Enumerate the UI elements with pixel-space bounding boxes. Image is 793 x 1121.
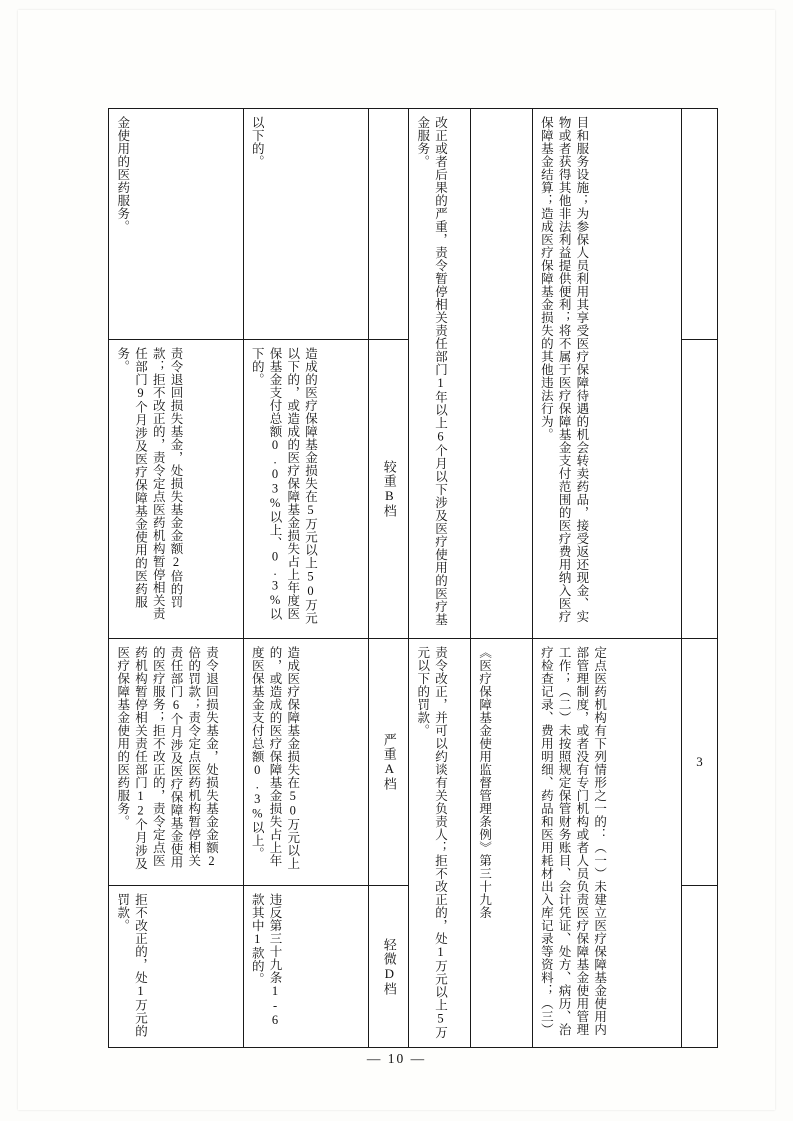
discretion-level-2: 较重B档 [381,459,397,518]
table-cell-penalty-3 [109,638,243,885]
column-corrective-order [408,109,470,1047]
penalty-text-2: 责令退回损失基金，处损失基金金额2倍的罚款；拒不改正的，责令定点医药机构暂停相关责任部门9个月涉及医疗保障基金使用的医药服务。 [115,346,183,620]
table-cell-condition-1 [244,109,369,339]
corrective-order-row1: 改正或者后果的严重，责令暂停相关责任部门1年以上6个月以下涉及医疗使用的医疗基金服务。 [415,116,448,626]
table-cell-violation-row2 [533,638,682,1047]
table-cell-penalty-2 [109,339,243,638]
table-cell-condition-4 [244,885,369,1047]
table-cell-order-row1 [409,109,470,638]
table-cell-condition-3 [244,638,369,885]
condition-text-3: 造成医疗保障基金损失在50万元以上的，或造成的医疗保障基金损失占上年度医保基金支付总额0.3%以上。 [250,645,300,870]
penalty-text-3: 责令退回损失基金，处损失基金金额2倍的罚款；责令定点医药机构暂停相关责任部门6个月涉及医疗保障基金使用的医疗服务；拒不改正的，责令定点医药机构暂停相关责任部门12个月涉及医疗保障基金使用的医药服务。 [115,645,219,870]
discretion-level-3: 严重A档 [381,733,397,792]
column-penalty-standard [109,109,243,1047]
table-cell-violation-row1 [533,109,682,638]
violation-text-row2: 定点医药机构有下列情形之一的：（一）未建立医疗保障基金使用内部管理制度，或者没有专门机构或者人员负责医疗保障基金使用管理工作；（二）未按照规定保管财务账目、会计凭证、处方、病历、治疗检查记录、费用明细、药品和医用耗材出入库记录等资料；（三） [539,645,607,1036]
table-cell-condition-2 [244,339,369,638]
table-cell-serial-row2 [682,638,717,885]
table-cell-serial-row1b [682,339,717,638]
penalty-text-4: 拒不改正的，处1万元的罚款。 [115,893,148,1038]
penalty-discretion-table [108,108,718,1048]
page-number: — 10 — [366,1051,427,1066]
table-cell-basis-row2 [471,638,532,1047]
condition-text-4: 违反第三十九条1-6款其中1款的。 [250,893,283,1028]
serial-number-row2: 3 [696,754,703,770]
table-cell-penalty-1 [109,109,243,339]
table-cell-level-3 [369,638,408,885]
corrective-order-row2: 责令改正，并可以约谈有关负责人；拒不改正的，处1万元以上5万元以下的罚款。 [415,645,448,1039]
discretion-level-4: 轻微D档 [381,937,397,996]
table-cell-order-row2 [409,638,470,1047]
legal-basis-row2: 《医疗保障基金使用监督管理条例》第三十九条 [477,645,492,919]
condition-text-2: 造成的医疗保障基金损失在5万元以上50万元以下的，或造成的医疗保障基金损失占上年度医保基金支付总额0.03%以上、0.3%以下的。 [250,346,318,625]
table-cell-basis-row1 [471,109,532,638]
violation-text-row1: 目和服务设施；为参保人员利用其享受医疗保障待遇的机会转卖药品，接受返还现金、实物或者获得其他非法利益提供便利；将不属于医疗保障基金支付范围的医疗费用纳入医疗保障基金结算；造成医疗保障基金损失的其他违法行为。 [539,116,589,623]
column-serial-number [681,109,717,1047]
table-cell-level-1 [369,109,408,339]
column-legal-basis [470,109,532,1047]
column-violation-description [532,109,682,1047]
condition-text-1: 以下的。 [250,116,265,168]
table-cell-penalty-4 [109,885,243,1047]
penalty-text-1: 金使用的医药服务。 [115,116,130,233]
column-discretion-level [368,109,408,1047]
table-cell-level-2 [369,339,408,638]
table-cell-level-4 [369,885,408,1047]
table-cell-serial-row2b [682,885,717,1047]
column-applicable-condition [243,109,369,1047]
table-cell-serial-row1 [682,109,717,339]
